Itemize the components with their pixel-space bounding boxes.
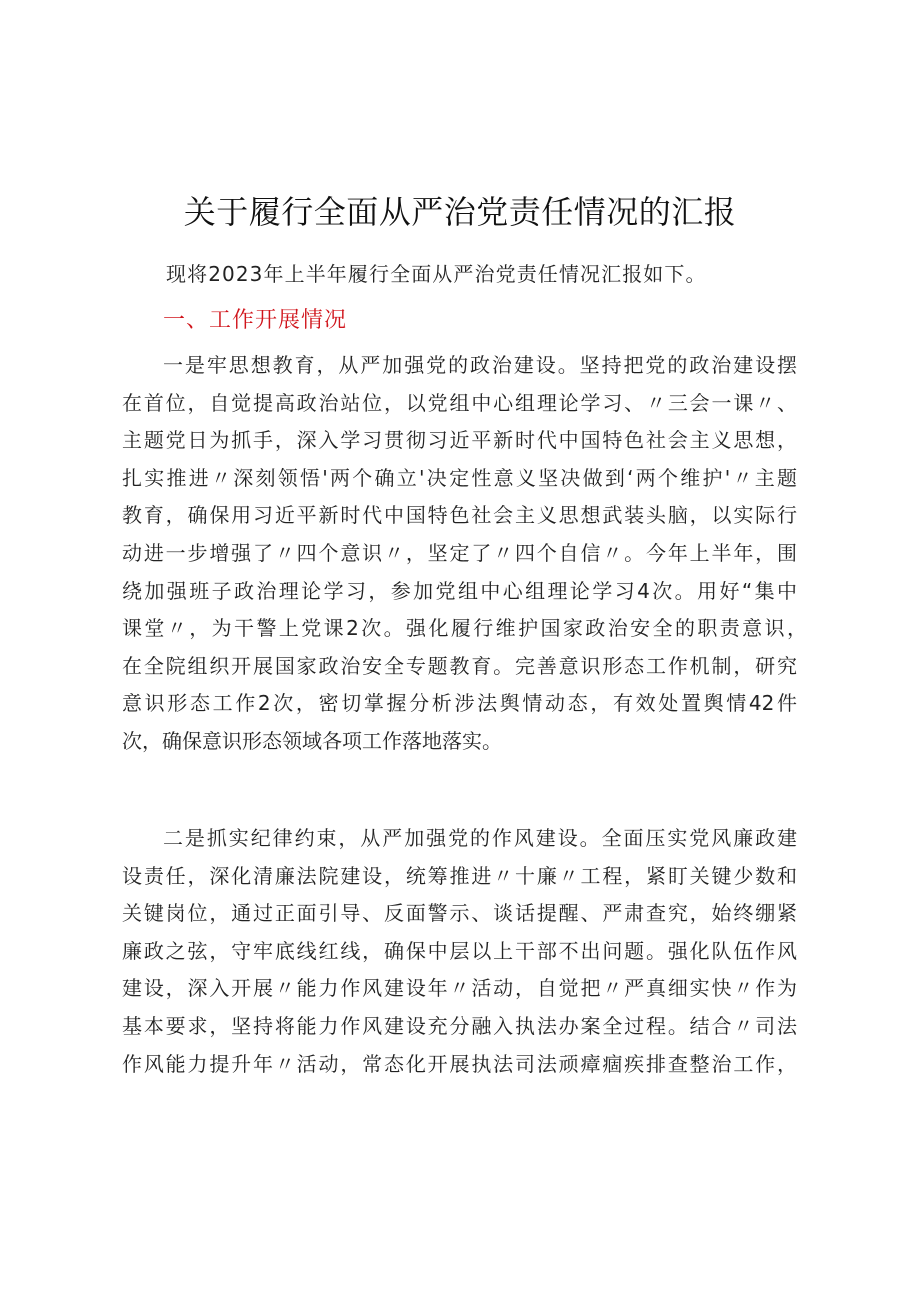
text-line: 二是抓实纪律约束，从严加强党的作风建设。全面压实党风廉政建	[163, 826, 797, 850]
text-line: 建设，深入开展〃能力作风建设年〃活动，自觉把〃严真细实快〃作为	[122, 976, 797, 1001]
text-line: 设责任，深化清廉法院建设，统筹推进〃十廉〃工程，紧盯关键少数和	[122, 863, 797, 888]
text-line: 意识形态工作2次，密切掌握分析涉法舆情动态，有效处置舆情42件	[122, 691, 797, 716]
text-line: 在首位，自觉提高政治站位，以党组中心组理论学习、〃三会一课〃、	[122, 390, 797, 415]
intro-paragraph: 现将2023年上半年履行全面从严治党责任情况汇报如下。	[166, 262, 707, 286]
text-line: 绕加强班子政治理论学习，参加党组中心组理论学习4次。用好“集中	[122, 578, 797, 603]
text-line: 廉政之弦，守牢底线红线，确保中层以上干部不出问题。强化队伍作风	[122, 938, 797, 963]
paragraph-discipline-building	[122, 820, 802, 1083]
text-line: 扎实推进〃深刻领悟'两个确立'决定性意义坚决做到‘两个维护'〃主题	[122, 465, 797, 490]
section-heading: 一、工作开展情况	[163, 308, 348, 333]
text-line: 主题党日为抓手，深入学习贯彻习近平新时代中国特色社会主义思想，	[122, 428, 797, 453]
document-title: 关于履行全面从严治党责任情况的汇报	[183, 193, 737, 231]
text-line: 课堂〃，为干警上党课2次。强化履行维护国家政治安全的职责意识，	[122, 616, 807, 641]
text-line: 基本要求，坚持将能力作风建设充分融入执法办案全过程。结合〃司法	[122, 1013, 797, 1038]
text-line: 在全院组织开展国家政治安全专题教育。完善意识形态工作机制，研究	[122, 653, 797, 678]
text-line: 关键岗位，通过正面引导、反面警示、谈话提醒、严肃查究，始终绷紧	[122, 901, 797, 926]
text-line: 教育，确保用习近平新时代中国特色社会主义思想武装头脑，以实际行	[122, 503, 797, 528]
text-line: 动进一步增强了〃四个意识〃，坚定了〃四个自信〃。今年上半年，围	[122, 540, 797, 565]
text-line: 一是牢思想教育，从严加强党的政治建设。坚持把党的政治建设摆	[163, 353, 797, 377]
paragraph-political-building	[122, 347, 807, 761]
text-line: 次，确保意识形态领域各项工作落地落实。	[122, 728, 502, 753]
text-line: 作风能力提升年〃活动，常态化开展执法司法顽瘴痼疾排查整治工作，	[122, 1051, 797, 1076]
